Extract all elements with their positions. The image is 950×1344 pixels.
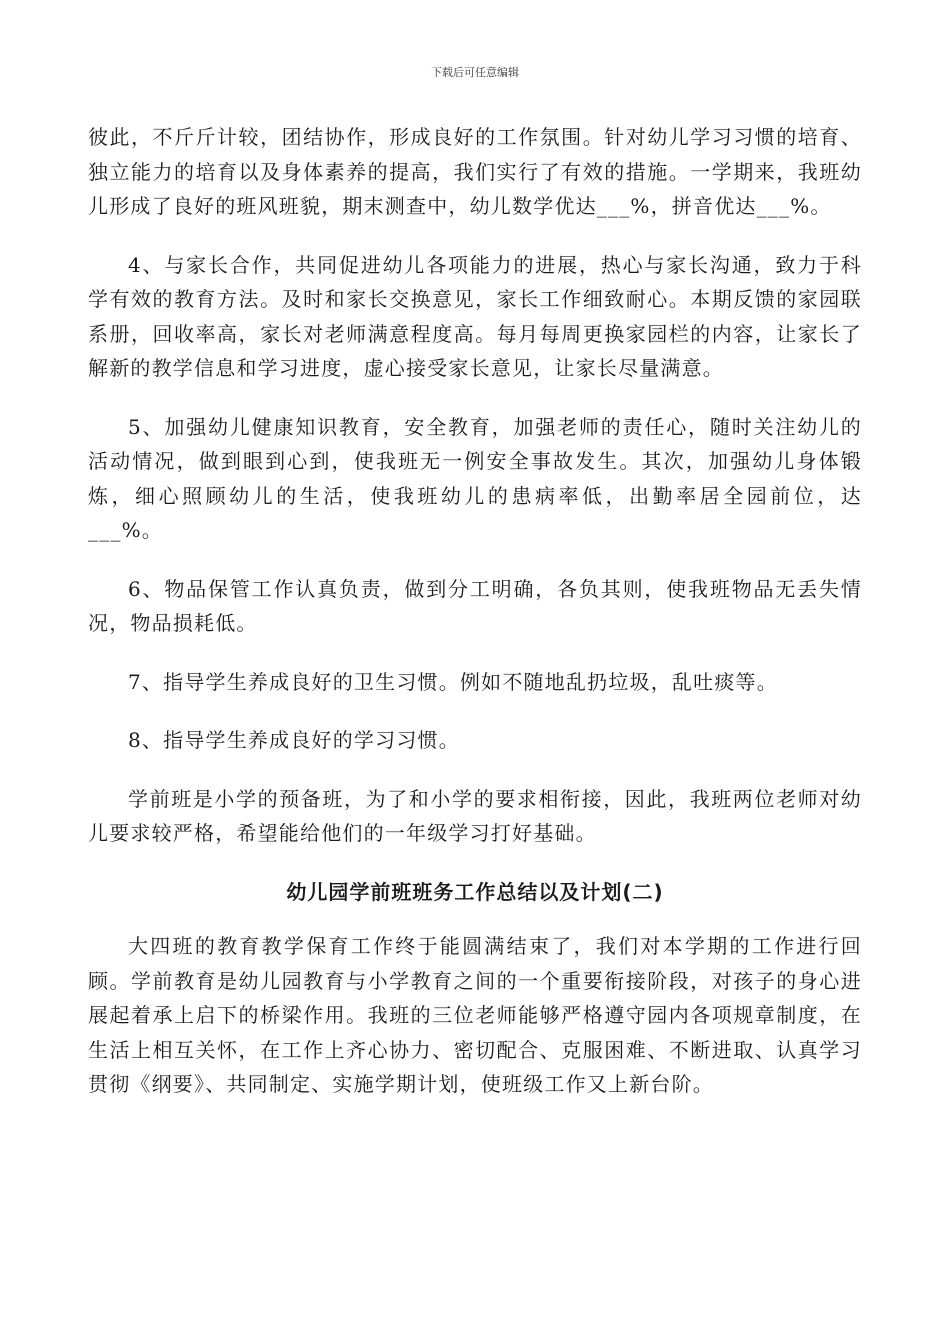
paragraph-item-8: 8、指导学生养成良好的学习习惯。 [128,728,460,752]
document-body [88,120,862,1126]
paragraph-item-4: 4、与家长合作，共同促进幼儿各项能力的进展，热心与家长沟通，致力于科学有效的教育方法。及时和家长交换意见，家长工作细致耐心。本期反馈的家园联系册，回收率高，家长对老师满意程度高。每月每周更换家园栏的内容，让家长了解新的教学信息和学习进度，虚心接受家长意见，让家长尽量满意。 [88,252,862,380]
section-title: 幼儿园学前班班务工作总结以及计划(二) [286,879,664,904]
paragraph-intro: 大四班的教育教学保育工作终于能圆满结束了，我们对本学期的工作进行回顾。学前教育是幼儿园教育与小学教育之间的一个重要衔接阶段，对孩子的身心进展起着承上启下的桥梁作用。我班的三位老师能够严格遵守园内各项规章制度，在生活上相互关怀，在工作上齐心协力、密切配合、克服困难、不断进取、认真学习贯彻《纲要》、共同制定、实施学期计划，使班级工作又上新台阶。 [88,934,862,1096]
paragraph-summary: 学前班是小学的预备班，为了和小学的要求相衔接，因此，我班两位老师对幼儿要求较严格，希望能给他们的一年级学习打好基础。 [88,786,862,845]
paragraph-continuation: 彼此，不斤斤计较，团结协作，形成良好的工作氛围。针对幼儿学习习惯的培育、独立能力的培育以及身体素养的提高，我们实行了有效的措施。一学期来，我班幼儿形成了良好的班风班貌，期末测查中，幼儿数学优达___%，拼音优达___%。 [88,125,862,218]
paragraph-item-5: 5、加强幼儿健康知识教育，安全教育，加强老师的责任心，随时关注幼儿的活动情况，做到眼到心到，使我班无一例安全事故发生。其次，加强幼儿身体锻炼，细心照顾幼儿的生活，使我班幼儿的患病率低，出勤率居全园前位，达___%。 [88,414,862,542]
page-header: 下载后可任意编辑 [431,66,519,79]
paragraph-item-6: 6、物品保管工作认真负责，做到分工明确，各负其则，使我班物品无丢失情况，物品损耗低。 [88,576,862,635]
paragraph-item-7: 7、指导学生养成良好的卫生习惯。例如不随地乱扔垃圾，乱吐痰等。 [128,669,778,694]
